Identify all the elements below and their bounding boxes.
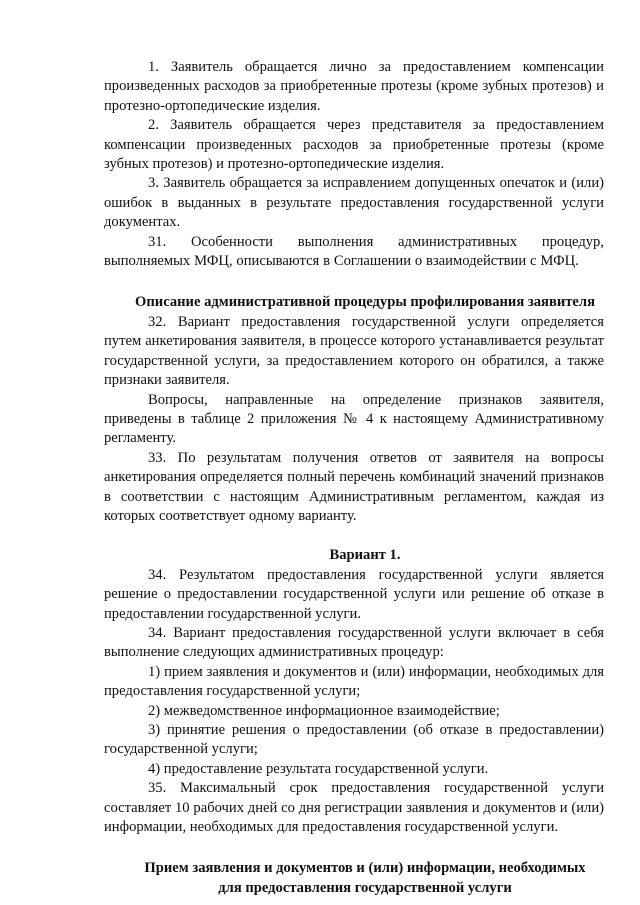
- spacer: [104, 526, 604, 546]
- paragraph-variant-1-personal: 1. Заявитель обращается лично за предоставлением компенсации произведенных расходов за приобретенные протезы (кроме зубных протезов) и протезно-ортопедические изделия.: [104, 59, 604, 114]
- paragraph-variant-3-corrections: 3. Заявитель обращается за исправлением допущенных опечаток и (или) ошибок в выданных в результате предоставления государственной услуги документах.: [104, 175, 604, 231]
- section-heading-variant-1: Вариант 1.: [329, 547, 401, 564]
- section-heading-profiling: Описание административной процедуры профилирования заявителя: [135, 294, 595, 311]
- list-item-procedure-1: 1) прием заявления и документов и (или) информации, необходимых для предоставления государственной услуги;: [104, 663, 604, 700]
- paragraph-33: 33. По результатам получения ответов от заявителя на вопросы анкетирования определяется полный перечень комбинаций значений признаков в соответствии с настоящим Административным регламентом, каждая из которых соответствует одному варианту.: [104, 449, 604, 524]
- paragraph-questions: Вопросы, направленные на определение признаков заявителя, приведены в таблице 2 приложения № 4 к настоящему Административному регламенту.: [104, 391, 604, 447]
- section-heading-application-intake: Прием заявления и документов и (или) информации, необходимых для предоставления государственной услуги: [144, 860, 586, 896]
- document-page: [104, 58, 604, 898]
- spacer: [104, 271, 604, 293]
- list-item-procedure-3: 3) принятие решения о предоставлении (об отказе в предоставлении) государственной услуги;: [104, 722, 604, 758]
- paragraph-34-procedures: 34. Вариант предоставления государственной услуги включает в себя выполнение следующих административных процедур:: [104, 624, 604, 661]
- list-item-procedure-4: 4) предоставление результата государственной услуги.: [148, 760, 489, 777]
- list-item-procedure-2: 2) межведомственное информационное взаимодействие;: [148, 702, 500, 719]
- paragraph-35-deadline: 35. Максимальный срок предоставления государственной услуги составляет 10 рабочих дней со дня регистрации заявления и документов и (или) информации, необходимых для предоставления государственной услуги.: [104, 780, 604, 836]
- paragraph-34-result: 34. Результатом предоставления государственной услуги является решение о предоставлении государственной услуги или решение об отказе в предоставлении государственной услуги.: [104, 566, 604, 622]
- paragraph-variant-2-representative: 2. Заявитель обращается через представителя за предоставлением компенсации произведенных расходов за приобретенные протезы (кроме зубных протезов) и протезно-ортопедические изделия.: [104, 117, 604, 173]
- paragraph-31-mfc: 31. Особенности выполнения административных процедур, выполняемых МФЦ, описываются в Соглашении о взаимодействии с МФЦ.: [104, 233, 604, 270]
- paragraph-32: 32. Вариант предоставления государственной услуги определяется путем анкетирования заявителя, в процессе которого устанавливается результат государственной услуги, за предоставлением которого он обратился, а также признаки заявителя.: [104, 313, 604, 389]
- spacer: [104, 837, 604, 859]
